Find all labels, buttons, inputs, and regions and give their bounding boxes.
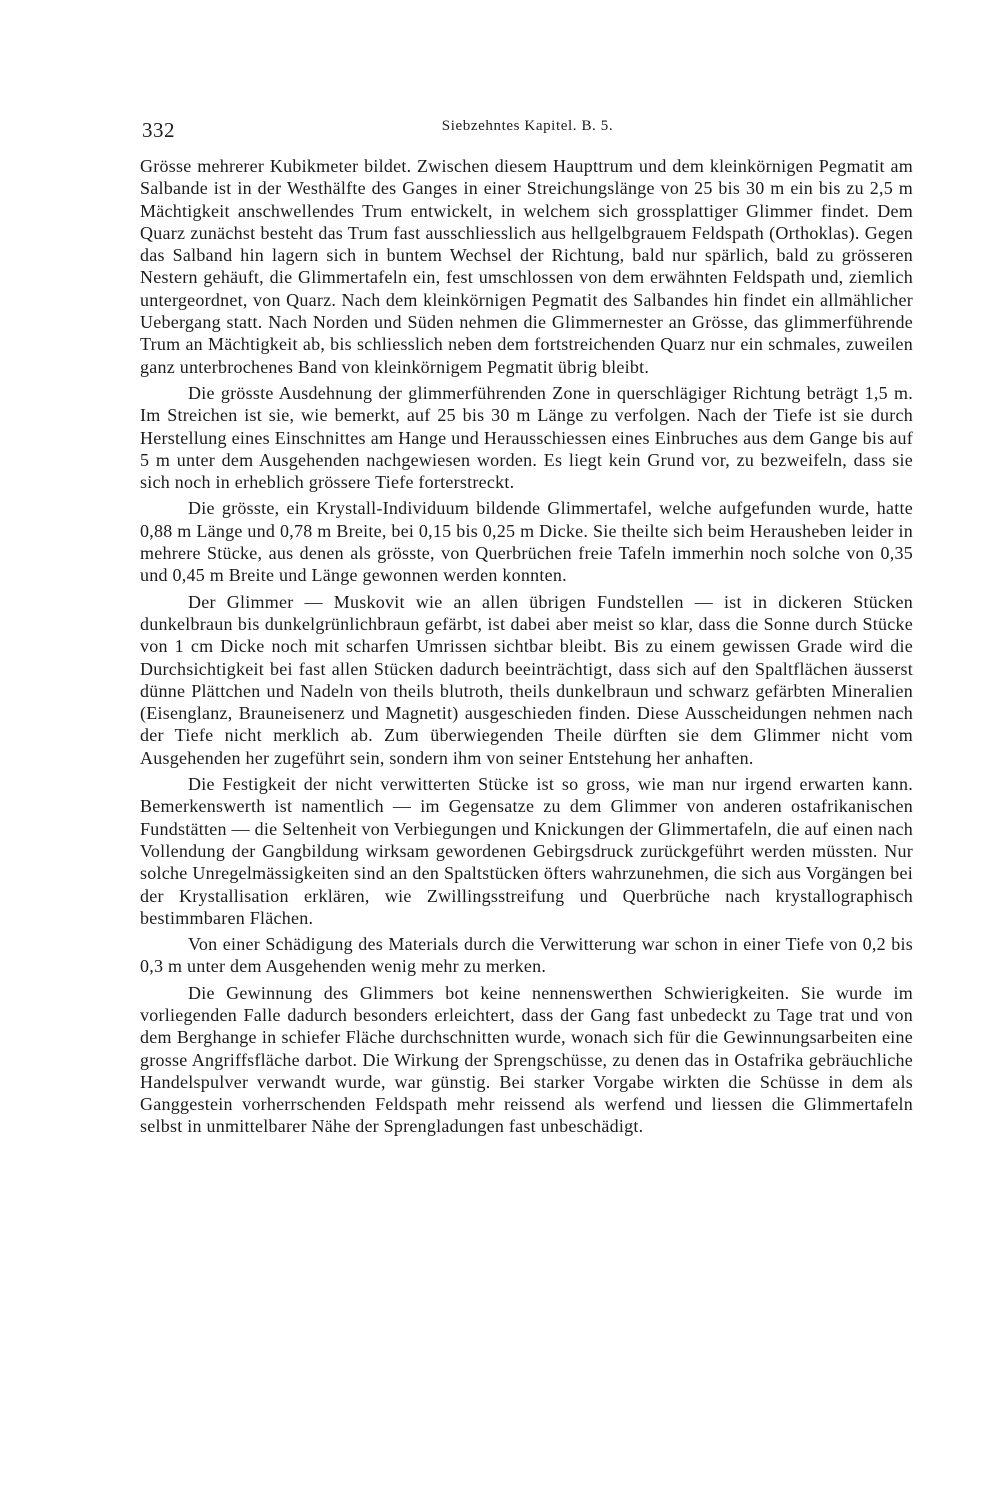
page-header <box>140 112 915 146</box>
paragraph-muscovite: Der Glimmer — Muskovit wie an allen übrigen Fundstellen — ist in dickeren Stücken dunkelbraun bis dunkelgrünlichbraun gefärbt, ist dabei aber meist so klar, dass die Sonne durch Stücke von 1 cm Dicke noch mit scharfen Umrissen sichtbar bleibt. Bis zu einem gewissen Grade wird die Durchsichtigkeit bei fast allen Stücken dadurch beeinträchtigt, dass sich auf den Spaltflächen äusserst dünne Plättchen und Nadeln von theils blutroth, theils dunkelbraun und schwarz gefärbten Mineralien (Eisenglanz, Brauneisenerz und Magnetit) ausgeschieden finden. Diese Ausscheidungen nehmen nach der Tiefe nicht merklich ab. Zum überwiegenden Theile dürften sie dem Glimmer nicht vom Ausgehenden her zugeführt sein, sondern ihm von seiner Entstehung her anhaften. <box>140 591 913 768</box>
running-head: Siebzehntes Kapitel. B. 5. <box>441 118 614 134</box>
paragraph-weathering: Von einer Schädigung des Materials durch die Verwitterung war schon in einer Tiefe von 0,2 bis 0,3 m unter dem Ausgehenden wenig mehr zu merken. <box>140 934 913 977</box>
paragraph-continuation: Grösse mehrerer Kubikmeter bildet. Zwischen diesem Haupttrum und dem kleinkörnigen Pegmatit am Salbande ist in der Westhälfte des Ganges in einer Streichungslänge von 25 bis 30 m ein bis zu 2,5 m Mächtigkeit anschwellendes Trum entwickelt, in welchem sich grossplattiger Glimmer findet. Dem Quarz zunächst besteht das Trum fast ausschliesslich aus hellgelbgrauem Feldspath (Orthoklas). Gegen das Salband hin lagern sich in buntem Wechsel der Richtung, bald nur spärlich, bald zu grösseren Nestern gehäuft, die Glimmertafeln ein, fest umschlossen von dem erwähnten Feldspath und, ziemlich untergeordnet, von Quarz. Nach dem kleinkörnigen Pegmatit des Salbandes hin findet ein allmählicher Uebergang statt. Nach Norden und Süden nehmen die Glimmernester an Grösse, das glimmerführende Trum an Mächtigkeit ab, bis schliesslich neben dem fortstreichenden Quarz nur ein schmales, zuweilen ganz unterbrochenes Band von kleinkörnigem Pegmatit übrig bleibt. <box>140 156 913 377</box>
paragraph-strength: Die Festigkeit der nicht verwitterten Stücke ist so gross, wie man nur irgend erwarten kann. Bemerkenswerth ist namentlich — im Gegensatze zu dem Glimmer von anderen ostafrikanischen Fundstätten — die Seltenheit von Verbiegungen und Knickungen der Glimmertafeln, die auf einen nach Vollendung der Gangbildung wirksam gewordenen Gebirgsdruck zurückgeführt werden müssten. Nur solche Unregelmässigkeiten sind an den Spaltstücken öfters wahrzunehmen, die sich aus Vorgängen bei der Krystallisation erklären, wie Zwillingsstreifung und Querbrüche nach krystallographisch bestimmbaren Flächen. <box>140 774 913 928</box>
page-number: 332 <box>142 118 175 142</box>
paragraph-largest-plate: Die grösste, ein Krystall-Individuum bildende Glimmertafel, welche aufgefunden wurde, hatte 0,88 m Länge und 0,78 m Breite, bei 0,15 bis 0,25 m Dicke. Sie theilte sich beim Herausheben leider in mehrere Stücke, aus denen als grösste, von Querbrüchen freie Tafeln immerhin noch solche von 0,35 und 0,45 m Breite und Länge gewonnen werden konnten. <box>140 498 913 586</box>
paragraph-extent: Die grösste Ausdehnung der glimmerführenden Zone in querschlägiger Richtung beträgt 1,5 m. Im Streichen ist sie, wie bemerkt, auf 25 bis 30 m Länge zu verfolgen. Nach der Tiefe ist sie durch Herstellung eines Einschnittes am Hange und Herausschiessen eines Einbruches aus dem Gange bis auf 5 m unter dem Ausgehenden nachgewiesen worden. Es liegt kein Grund vor, zu bezweifeln, dass sie sich noch in erheblich grössere Tiefe forterstreckt. <box>140 382 913 493</box>
paragraph-extraction: Die Gewinnung des Glimmers bot keine nennenswerthen Schwierigkeiten. Sie wurde im vorliegenden Falle dadurch besonders erleichtert, dass der Gang fast unbedeckt zu Tage trat und von dem Berghange in schiefer Fläche durchschnitten wurde, wonach sich für die Gewinnungsarbeiten eine grosse Angriffsfläche darbot. Die Wirkung der Sprengschüsse, zu denen das in Ostafrika gebräuchliche Handelspulver verwandt wurde, war günstig. Bei starker Vorgabe wirkten die Schüsse in dem als Ganggestein vorherrschenden Feldspath mehr reissend als werfend und liessen die Glimmertafeln selbst in unmittelbarer Nähe der Sprengladungen fast unbeschädigt. <box>140 982 913 1137</box>
body-text <box>140 155 913 1138</box>
